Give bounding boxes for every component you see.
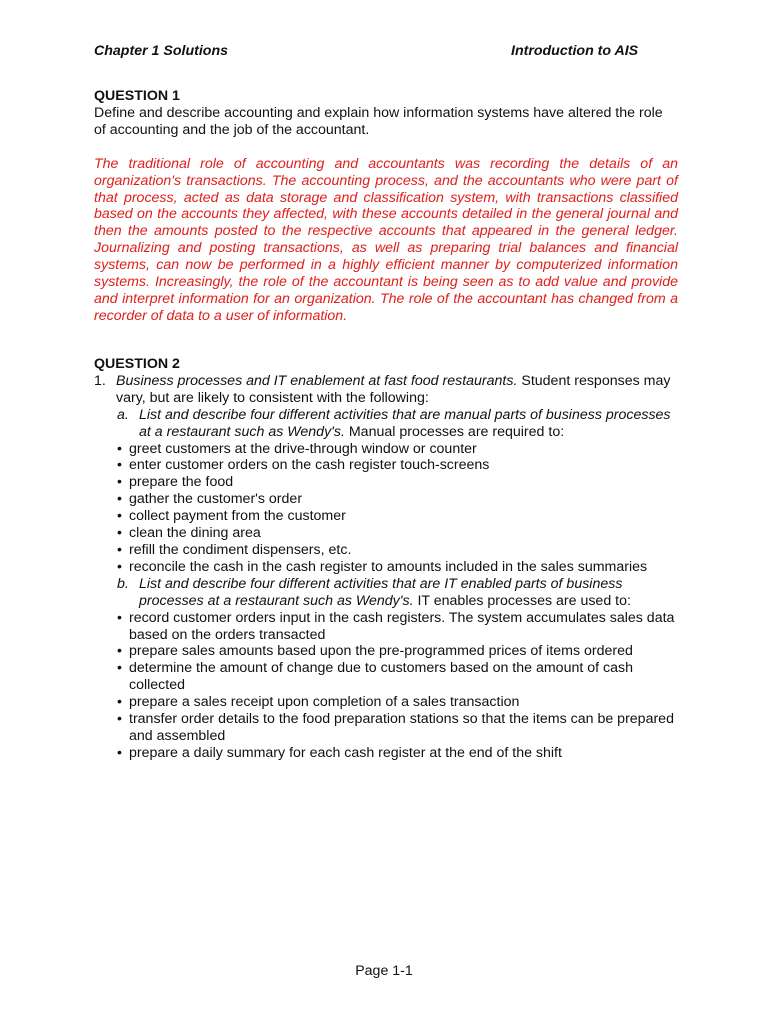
part-b-label: b. <box>117 575 129 592</box>
part-a-question: List and describe four different activities that are manual parts of business processes at a restaurant such as Wendy's. <box>139 406 671 440</box>
part-a-label: a. <box>117 406 129 423</box>
part-a-intro: Manual processes are required to: <box>348 423 565 440</box>
question-1-title: QUESTION 1 <box>94 88 180 104</box>
list-item: • collect payment from the customer <box>117 508 678 525</box>
list-item: • record customer orders input in the cash registers. The system accumulates sales data based on the orders transacted <box>117 610 678 644</box>
item-1-lead: Business processes and IT enablement at fast food restaurants. <box>116 372 518 389</box>
list-item: • refill the condiment dispensers, etc. <box>117 542 678 559</box>
list-item: • transfer order details to the food preparation stations so that the items can be prepared and assembled <box>117 711 678 745</box>
question-2-section <box>94 356 678 762</box>
part-b-intro: IT enables processes are used to: <box>417 592 631 609</box>
question-1-answer: The traditional role of accounting and accountants was recording the details of an organization's transactions. The accounting process, and the accountants who were part of that process, acted as data storage and classification system, with transactions classified based on the accounts they affected, with these accounts detailed in the general journal and then the amounts posted to the respective accounts that appeared in the general ledger. Journalizing and posting transactions, as well as preparing trial balances and financial systems, can now be performed in a highly efficient manner by computerized information systems. Increasingly, the role of the accountant is being seen as to add value and provide and interpret information for an organization. The role of the accountant has changed from a recorder of data to a user of information. <box>94 155 678 324</box>
list-item: • enter customer orders on the cash register touch-screens <box>117 457 678 474</box>
part-b-list <box>117 610 678 762</box>
header-course: Introduction to AIS <box>511 43 639 59</box>
header-chapter: Chapter 1 Solutions <box>94 43 229 59</box>
part-b-question: List and describe four different activities that are IT enabled parts of business processes at a restaurant such as Wendy's. <box>139 575 623 609</box>
list-item: • prepare a sales receipt upon completion of a sales transaction <box>117 694 678 711</box>
page-number: Page 1-1 <box>355 963 413 979</box>
list-item: • determine the amount of change due to customers based on the amount of cash collected <box>117 660 678 694</box>
list-item: • gather the customer's order <box>117 491 678 508</box>
list-item: • prepare sales amounts based upon the pre-programmed prices of items ordered <box>117 643 678 660</box>
list-item: • greet customers at the drive-through window or counter <box>117 441 678 458</box>
part-a-block <box>94 407 678 762</box>
question-1-section <box>94 88 678 325</box>
question-2-title: QUESTION 2 <box>94 356 180 372</box>
list-item: • prepare a daily summary for each cash register at the end of the shift <box>117 745 678 762</box>
item-number: 1. <box>94 372 106 389</box>
list-item: • prepare the food <box>117 474 678 491</box>
question-1-prompt: Define and describe accounting and explain how information systems have altered the role of accounting and the job of the accountant. <box>94 104 663 138</box>
part-a-list <box>117 441 678 576</box>
list-item: • clean the dining area <box>117 525 678 542</box>
part-a <box>117 407 678 441</box>
part-b <box>117 576 678 610</box>
list-item: • reconcile the cash in the cash register to amounts included in the sales summaries <box>117 559 678 576</box>
question-2-item-1 <box>94 373 678 407</box>
item-1-text: Student responses may vary, but are likely to consistent with the following: <box>116 372 671 406</box>
